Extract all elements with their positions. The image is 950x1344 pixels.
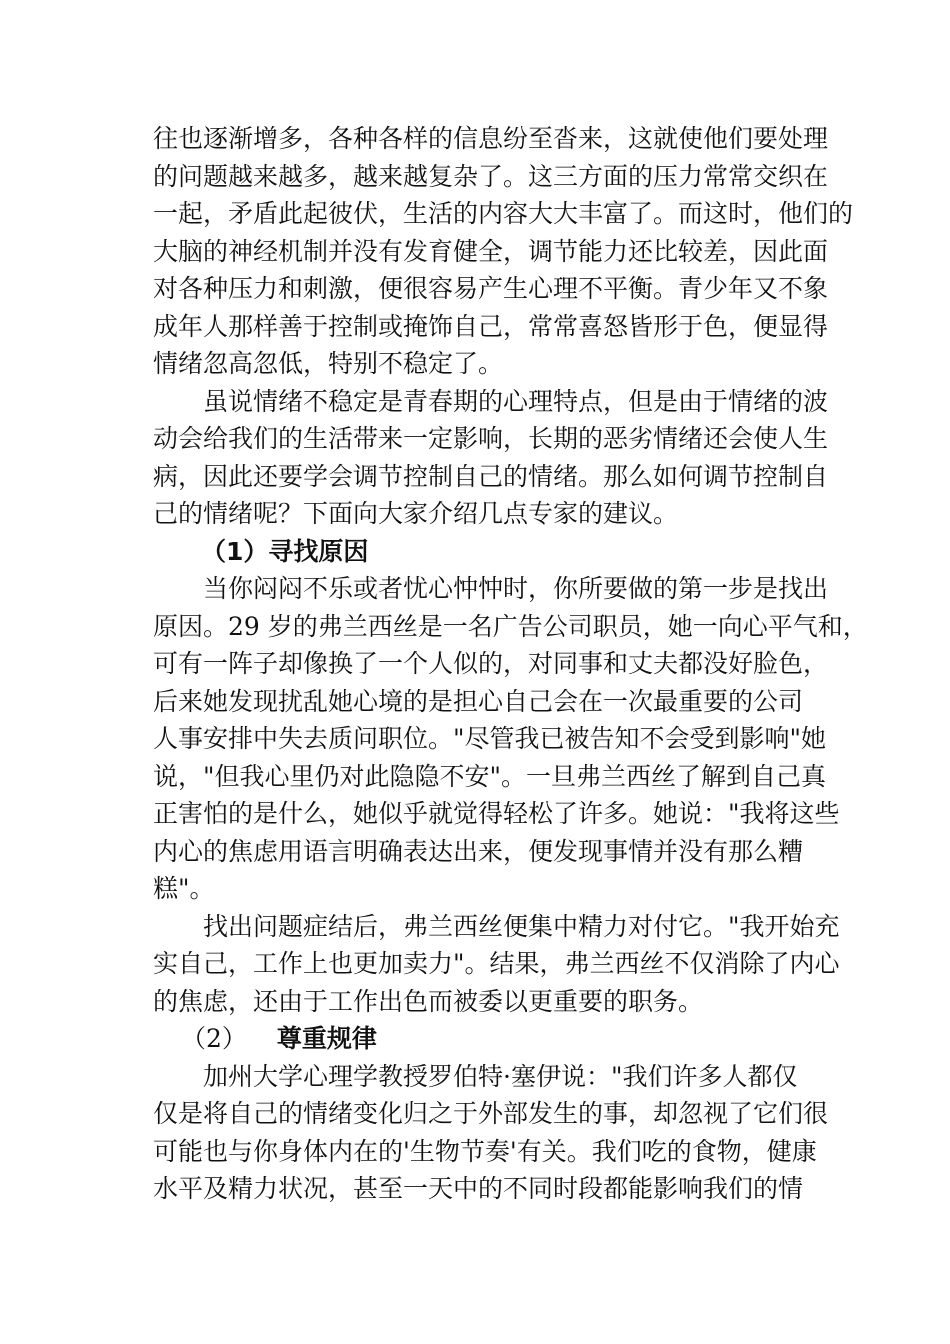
paragraph-2 bbox=[153, 383, 829, 533]
paragraph-line: 后来她发现扰乱她心境的是担心自己会在一次最重要的公司 bbox=[153, 686, 804, 716]
section-heading-number: （2） bbox=[181, 1024, 247, 1053]
paragraph-line: 人事安排中失去质问职位。"尽管我已被告知不会受到影响"她 bbox=[153, 724, 827, 753]
paragraph-line: 动会给我们的生活带来一定影响，长期的恶劣情绪还会使人生 bbox=[153, 424, 829, 453]
section-heading-text: （1）寻找原因 bbox=[201, 536, 369, 566]
paragraph-line: 加州大学心理学教授罗伯特·塞伊说："我们许多人都仅 bbox=[203, 1061, 798, 1091]
paragraph-line: 一起，矛盾此起彼伏，生活的内容大大丰富了。而这时，他们的 bbox=[153, 199, 854, 228]
paragraph-line: 己的情绪呢？下面向大家介绍几点专家的建议。 bbox=[153, 499, 679, 528]
paragraph-line: 大脑的神经机制并没有发育健全，调节能力还比较差，因此面 bbox=[153, 236, 829, 266]
section-heading-2 bbox=[153, 1020, 813, 1058]
paragraph-line: 水平及精力状况，甚至一天中的不同时段都能影响我们的情 bbox=[153, 1174, 804, 1203]
paragraph-line: 可能也与你身体内在的'生物节奏'有关。我们吃的食物，健康 bbox=[153, 1136, 817, 1166]
paragraph-line: 成年人那样善于控制或掩饰自己，常常喜怒皆形于色，便显得 bbox=[153, 311, 829, 341]
section-heading-1 bbox=[153, 533, 813, 571]
paragraph-line: 往也逐渐增多，各种各样的信息纷至沓来，这就使他们要处理 bbox=[153, 124, 829, 153]
paragraph-line: 当你闷闷不乐或者忧心忡忡时，你所要做的第一步是找出 bbox=[203, 574, 829, 603]
paragraph-5 bbox=[153, 1058, 829, 1208]
document-body bbox=[153, 120, 868, 1208]
paragraph-line: 对各种压力和刺激，便很容易产生心理不平衡。青少年又不象 bbox=[153, 274, 829, 303]
paragraph-line: 说，"但我心里仍对此隐隐不安"。一旦弗兰西丝了解到自己真 bbox=[153, 761, 827, 791]
paragraph-line: 糕"。 bbox=[153, 874, 215, 903]
paragraph-line: 的焦虑，还由于工作出色而被委以更重要的职务。 bbox=[153, 986, 704, 1016]
paragraph-line: 病，因此还要学会调节控制自己的情绪。那么如何调节控制自 bbox=[153, 461, 829, 491]
paragraph-line: 的问题越来越多，越来越复杂了。这三方面的压力常常交织在 bbox=[153, 161, 829, 191]
paragraph-line: 内心的焦虑用语言明确表达出来，便发现事情并没有那么糟 bbox=[153, 836, 804, 866]
paragraph-line: 情绪忽高忽低，特别不稳定了。 bbox=[153, 349, 504, 378]
paragraph-4 bbox=[153, 908, 840, 1021]
section-heading-text: 尊重规律 bbox=[276, 1024, 377, 1053]
paragraph-1 bbox=[153, 120, 854, 383]
paragraph-line: 原因。29 岁的弗兰西丝是一名广告公司职员，她一向心平气和， bbox=[153, 611, 868, 641]
paragraph-line: 实自己，工作上也更加卖力"。结果，弗兰西丝不仅消除了内心 bbox=[153, 949, 840, 978]
paragraph-line: 仅是将自己的情绪变化归之于外部发生的事，却忽视了它们很 bbox=[153, 1099, 829, 1128]
paragraph-line: 找出问题症结后，弗兰西丝便集中精力对付它。"我开始充 bbox=[203, 911, 840, 941]
paragraph-3 bbox=[153, 570, 868, 908]
paragraph-line: 虽说情绪不稳定是青春期的心理特点，但是由于情绪的波 bbox=[203, 386, 829, 416]
paragraph-line: 正害怕的是什么，她似乎就觉得轻松了许多。她说："我将这些 bbox=[153, 799, 840, 828]
paragraph-line: 可有一阵子却像换了一个人似的，对同事和丈夫都没好脸色， bbox=[153, 649, 829, 678]
